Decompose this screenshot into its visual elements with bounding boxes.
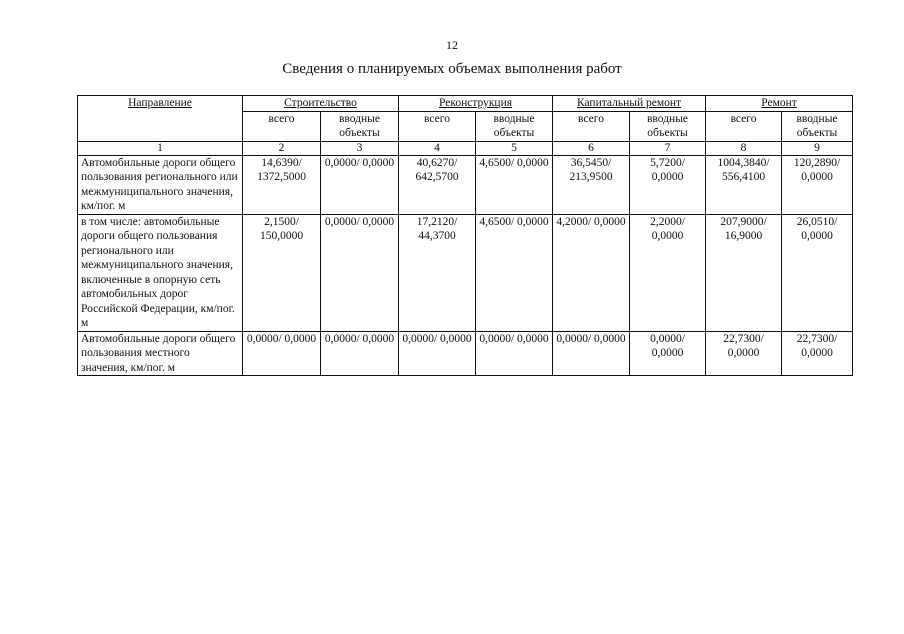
value-cell: 0,0000/ 0,0000 [553,331,630,376]
value-cell: 1004,3840/ 556,4100 [706,155,782,214]
value-cell: 5,7200/ 0,0000 [630,155,706,214]
header-row-groups [78,96,853,112]
value-cell: 0,0000/ 0,0000 [321,214,399,331]
group-header-repair: Ремонт [706,96,853,112]
value-cell: 2,1500/ 150,0000 [243,214,321,331]
column-number: 4 [399,141,476,155]
column-number: 9 [782,141,853,155]
value-cell: 2,2000/ 0,0000 [630,214,706,331]
value-cell: 14,6390/ 1372,5000 [243,155,321,214]
value-cell: 17,2120/ 44,3700 [399,214,476,331]
column-number: 7 [630,141,706,155]
row-direction: Автомобильные дороги общего пользования местного значения, км/пог. м [78,331,243,376]
row-direction: в том числе: автомобильные дороги общего пользования регионального или межмуниципального значения, включенные в опорную сеть автомобильных дорог Российской Федерации, км/пог. м [78,214,243,331]
value-cell: 26,0510/ 0,0000 [782,214,853,331]
subheader-total: всего [243,111,321,141]
table-row [78,214,853,331]
value-cell: 0,0000/ 0,0000 [321,331,399,376]
group-header-capital-repair: Капитальный ремонт [553,96,706,112]
subheader-total: всего [553,111,630,141]
row-direction: Автомобильные дороги общего пользования регионального или межмуниципального значения, км/пог. м [78,155,243,214]
value-cell: 120,2890/ 0,0000 [782,155,853,214]
table-row [78,155,853,214]
column-number: 2 [243,141,321,155]
subheader-input-objects: вводные объекты [476,111,553,141]
table-row [78,331,853,376]
value-cell: 22,7300/ 0,0000 [706,331,782,376]
subheader-input-objects: вводные объекты [321,111,399,141]
subheader-total: всего [706,111,782,141]
value-cell: 0,0000/ 0,0000 [321,155,399,214]
column-number-row [78,141,853,155]
document-title: Сведения о планируемых объемах выполнения работ [282,61,622,77]
subheader-input-objects: вводные объекты [782,111,853,141]
value-cell: 0,0000/ 0,0000 [399,331,476,376]
value-cell: 36,5450/ 213,9500 [553,155,630,214]
value-cell: 4,6500/ 0,0000 [476,214,553,331]
group-header-reconstruction: Реконструкция [399,96,553,112]
direction-header: Направление [78,96,243,142]
value-cell: 0,0000/ 0,0000 [243,331,321,376]
value-cell: 0,0000/ 0,0000 [476,331,553,376]
column-number: 8 [706,141,782,155]
value-cell: 207,9000/ 16,9000 [706,214,782,331]
value-cell: 0,0000/ 0,0000 [630,331,706,376]
column-number: 6 [553,141,630,155]
column-number: 5 [476,141,553,155]
column-number: 1 [78,141,243,155]
value-cell: 4,2000/ 0,0000 [553,214,630,331]
value-cell: 22,7300/ 0,0000 [782,331,853,376]
value-cell: 4,6500/ 0,0000 [476,155,553,214]
column-number: 3 [321,141,399,155]
subheader-total: всего [399,111,476,141]
subheader-input-objects: вводные объекты [630,111,706,141]
page-number: 12 [446,38,458,52]
group-header-construction: Строительство [243,96,399,112]
works-volume-table [77,95,853,376]
value-cell: 40,6270/ 642,5700 [399,155,476,214]
